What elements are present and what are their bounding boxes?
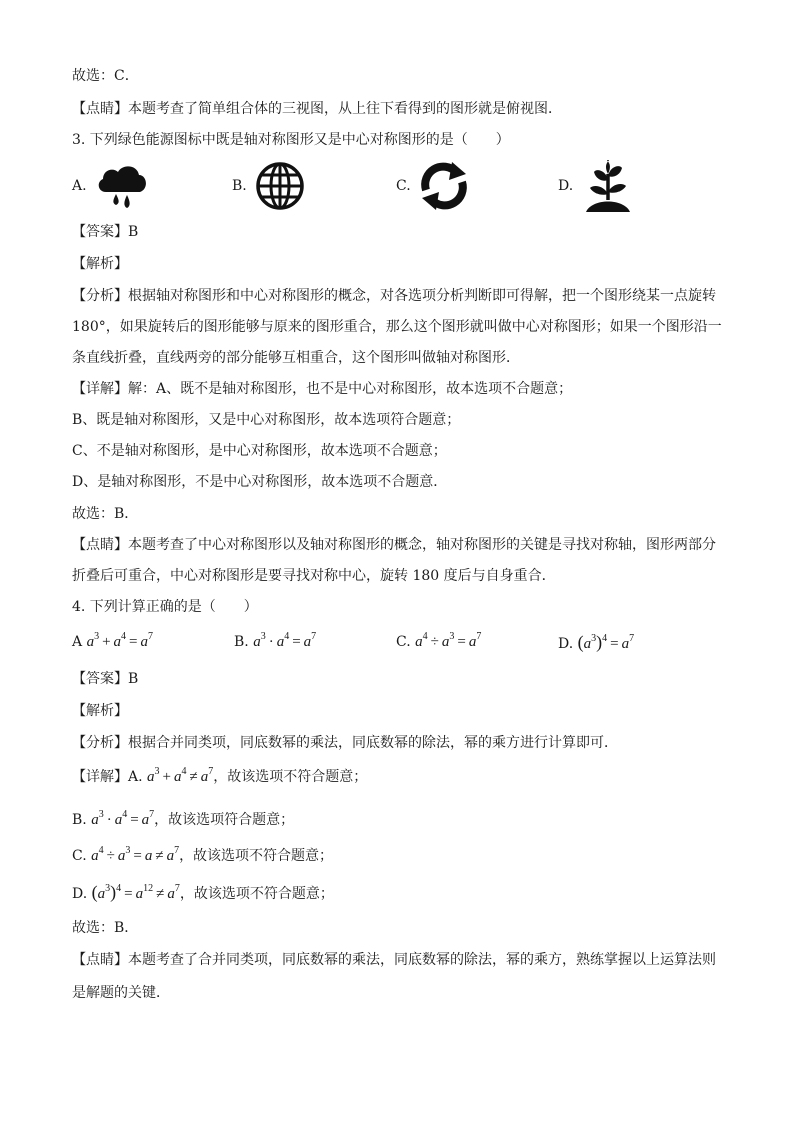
choice-4: 故选：B． — [72, 920, 139, 936]
cloud-rain-icon — [94, 160, 150, 210]
answer-choice-line: 故选：C． — [72, 68, 139, 84]
option-c-label: C. — [396, 178, 411, 194]
analysis-3-line-2: 180°，如果旋转后的图形能够与原来的图形重合，那么这个图形就叫做中心对称图形；如果一个图形沿一 — [72, 319, 722, 335]
recycle-arrows-icon — [416, 160, 472, 212]
analysis-4-line: 【分析】根据合并同类项，同底数幂的乘法，同底数幂的除法，幂的乘方进行计算即可． — [72, 735, 618, 751]
question-4-options — [72, 632, 732, 656]
analysis-3-heading: 【解析】 — [72, 256, 128, 272]
detail-4-a: 【详解】A. $a^3 + a^4 \ne a^7$，故该选项不符合题意； — [72, 766, 368, 785]
question-3-options — [72, 160, 732, 214]
comment-4-line-2: 是解题的关键． — [72, 985, 170, 1001]
analysis-3-line-3: 条直线折叠，直线两旁的部分能够互相重合，这个图形叫做轴对称图形． — [72, 350, 520, 366]
option-a-label: A. — [72, 178, 87, 194]
q4-option-d: D. $(a^3)^4 = a^7$ — [558, 632, 635, 652]
option-b-label: B. — [232, 178, 247, 194]
analysis-3-line-1: 【分析】根据轴对称图形和中心对称图形的概念，对各选项分析判断即可得解，把一个图形绕某一点旋转 — [72, 288, 716, 304]
comment-4-line-1: 【点睛】本题考查了合并同类项，同底数幂的乘法，同底数幂的除法，幂的乘方，熟练掌握以上运算法则 — [72, 952, 716, 968]
question-4-stem: 4. 下列计算正确的是（ ） — [72, 599, 258, 615]
option-d-label: D. — [558, 178, 574, 194]
detail-3-d: D、是轴对称图形，不是中心对称图形，故本选项不合题意． — [72, 474, 448, 490]
detail-4-c: C. $a^4 \div a^3 = a \ne a^7$，故该选项不符合题意； — [72, 845, 334, 864]
comment-line: 【点睛】本题考查了简单组合体的三视图，从上往下看得到的图形就是俯视图． — [72, 101, 562, 117]
q4-option-c: C. $a^4 \div a^3 = a^7$ — [396, 631, 482, 650]
analysis-4-heading: 【解析】 — [72, 703, 128, 719]
sprout-icon — [582, 160, 634, 214]
comment-3-line-1: 【点睛】本题考查了中心对称图形以及轴对称图形的概念，轴对称图形的关键是寻找对称轴，图形两部分 — [72, 537, 716, 553]
detail-3-b: B、既是轴对称图形，又是中心对称图形，故本选项符合题意； — [72, 412, 461, 428]
detail-4-b: B. $a^3 \cdot a^4 = a^7$，故该选项符合题意； — [72, 809, 295, 828]
choice-3: 故选：B． — [72, 506, 139, 522]
comment-3-line-2: 折叠后可重合，中心对称图形是要寻找对称中心，旋转 180 度后与自身重合． — [72, 568, 556, 584]
answer-4: 【答案】B — [72, 671, 139, 687]
answer-3: 【答案】B — [72, 224, 139, 240]
detail-4-d: D. $(a^3)^4 = a^{12} \ne a^7$，故该选项不符合题意； — [72, 882, 334, 902]
q4-option-b: B. $a^3 \cdot a^4 = a^7$ — [234, 631, 317, 650]
detail-3-a: 【详解】解：A、既不是轴对称图形，也不是中心对称图形，故本选项不合题意； — [72, 381, 573, 397]
q4-option-a: A $a^3 + a^4 = a^7$ — [72, 631, 154, 650]
question-3-stem: 3. 下列绿色能源图标中既是轴对称图形又是中心对称图形的是（ ） — [72, 132, 510, 148]
globe-icon — [255, 161, 305, 211]
detail-3-c: C、不是轴对称图形，是中心对称图形，故本选项不合题意； — [72, 443, 447, 459]
